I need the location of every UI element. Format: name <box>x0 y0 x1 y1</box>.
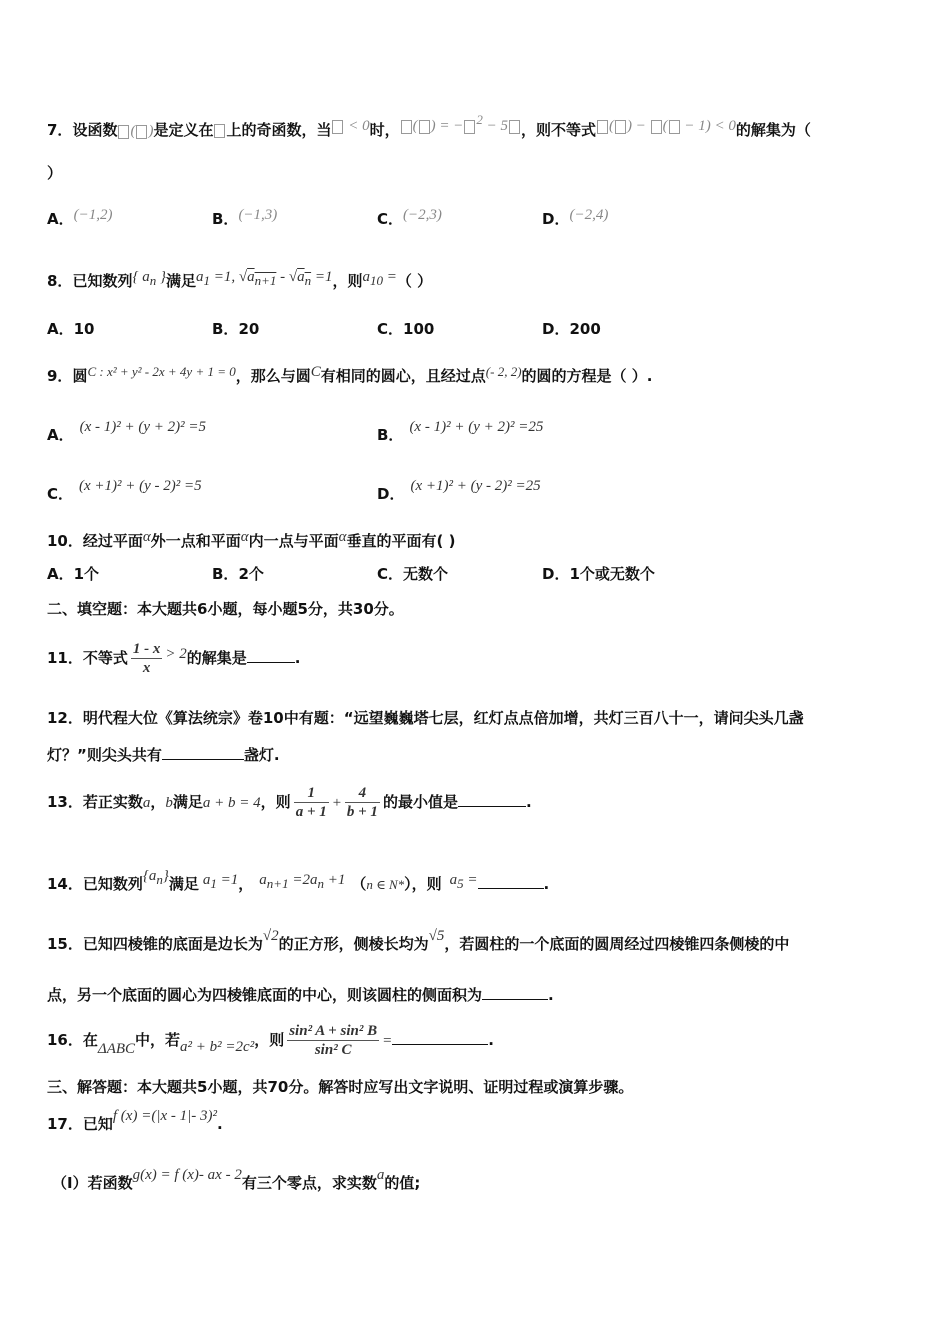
q11-stem: 11．不等式 $\frac{1 - x}{x}$ > 2的解集是 . <box>47 641 301 676</box>
q8-option-a[interactable]: A．10 <box>47 320 95 338</box>
q7-option-c[interactable]: C．(−2,3) <box>377 207 442 228</box>
q10-option-c[interactable]: C．无数个 <box>377 565 449 583</box>
q9-stem: 9．圆C : x² + y² - 2x + 4y + 1 = 0，那么与圆C有相同的圆心，且经过点(- 2, 2)的圆的方程是（ ）. <box>47 364 653 385</box>
q8-option-d[interactable]: D．200 <box>542 320 601 338</box>
q13-stem: 13．若正实数a，b满足a + b = 4，则 $\frac{1}{a + 1}$ + $\frac{4}{b + 1}$ 的最小值是 . <box>47 785 532 820</box>
q7-option-b[interactable]: B．(−1,3) <box>212 207 278 228</box>
q13-fraction-2: $\frac{4}{b + 1}$ <box>346 785 378 820</box>
q15-line2: 点，另一个底面的圆心为四棱锥底面的中心，则该圆柱的侧面积为 . <box>47 986 554 1004</box>
q12-answer-blank[interactable] <box>162 745 244 760</box>
q8-formula-recurrence: $a_1 =1$, $√a_{n+1} - √a_n =1$ <box>195 269 333 288</box>
q14-answer-blank[interactable] <box>478 874 544 889</box>
q7-formula-x-lt-0: < 0 <box>331 118 369 134</box>
q13-fraction-1: $\frac{1}{a + 1}$ <box>295 785 327 820</box>
q7-formula-f-of-x: ( ) <box>117 123 153 139</box>
q7-option-d[interactable]: D．(−2,4) <box>542 207 609 228</box>
q8-option-b[interactable]: B．20 <box>212 320 260 338</box>
q14-formula-recurrence: $a_{n+1} =2a_n +1$ <box>259 872 346 891</box>
q14-formula-a1: $a_1 =1$ <box>202 872 239 891</box>
q12-line2: 灯？”则尖头共有 盏灯. <box>47 746 280 764</box>
q17-stem: 17．已知f (x) =(|x - 1|- 3)². <box>47 1108 223 1133</box>
q10-option-a[interactable]: A．1个 <box>47 565 100 583</box>
q16-answer-blank[interactable] <box>392 1030 488 1045</box>
q7-formula-inequality: ( ) − ( − 1) < 0 <box>596 118 736 134</box>
q9-option-d[interactable]: D． (x +1)² + (y - 2)² =25 <box>377 478 541 503</box>
q8-formula-a10: $a_{10}$ = <box>362 269 397 288</box>
q9-option-a[interactable]: A． (x - 1)² + (y + 2)² =5 <box>47 419 207 444</box>
q16-stem: 16．在ΔABC中，若a² + b² =2c²，则 $\frac{\text{sin² A + sin² B}}{\text{sin² C}}$ = . <box>47 1023 494 1058</box>
q14-formula-a5: $a_5$ = <box>449 872 478 891</box>
q11-fraction: $\frac{1 - x}{x}$ <box>132 641 161 676</box>
q10-stem: 10．经过平面α外一点和平面α内一点与平面α垂直的平面有( ) <box>47 529 456 550</box>
q10-option-d[interactable]: D．1个或无数个 <box>542 565 655 583</box>
section-fill-in-heading: 二、填空题：本大题共6小题，每小题5分，共30分。 <box>47 600 404 618</box>
q7-option-a[interactable]: A．(−1,2) <box>47 207 113 228</box>
q14-formula-sequence: $\{a_n\}$ <box>142 868 169 887</box>
q9-formula-c: C <box>310 364 321 380</box>
section-solution-heading: 三、解答题：本大题共5小题，共70分。解答时应写出文字说明、证明过程或演算步骤。 <box>47 1078 634 1096</box>
q7-number: 7． <box>47 121 73 139</box>
q9-formula-circle: C : x² + y² - 2x + 4y + 1 = 0 <box>87 364 236 379</box>
q11-answer-blank[interactable] <box>247 648 295 663</box>
q9-option-c[interactable]: C． (x +1)² + (y - 2)² =5 <box>47 478 202 503</box>
q16-fraction: $\frac{\text{sin² A + sin² B}}{\text{sin² C}}$ <box>289 1023 378 1058</box>
q8-stem: 8．已知数列{ $a_n$ }满足$a_1 =1$, $√a_{n+1} - √a_n =1$，则$a_{10}$ =（ ） <box>47 269 433 290</box>
q7-stem: 7．设函数 ( )是定义在 上的奇函数，当 < 0时， ( ) = − $^2$ − 5 ，则不等式 ( ) − ( − 1) < 0的解集为（ <box>47 112 811 139</box>
q7-formula-definition: ( ) = − $^2$ − 5 <box>400 118 521 134</box>
q8-option-c[interactable]: C．100 <box>377 320 435 338</box>
q17-part-i: （I）若函数g(x) = f (x)- ax - 2有三个零点，求实数a的值; <box>52 1167 421 1192</box>
q12-line1: 12．明代程大位《算法统宗》卷10中有题：“远望巍巍塔七层，红灯点点倍加增，共灯三百八十一，请问尖头几盏 <box>47 709 804 727</box>
q7-stem-end: ） <box>47 164 63 182</box>
q15-answer-blank[interactable] <box>482 985 548 1000</box>
q9-option-b[interactable]: B． (x - 1)² + (y + 2)² =25 <box>377 419 544 444</box>
q14-stem: 14．已知数列$\{a_n\}$满足 $a_1 =1$， $a_{n+1} =2a_n +1$ （n ∈ N*），则 $a_5$ = . <box>47 868 550 893</box>
q15-line1: 15．已知四棱锥的底面是边长为√2的正方形，侧棱长均为√5，若圆柱的一个底面的圆周经过四棱锥四条侧棱的中 <box>47 928 790 953</box>
q9-formula-point: (- 2, 2) <box>485 364 522 379</box>
q8-formula-sequence: { $a_n$ } <box>132 269 166 288</box>
q13-answer-blank[interactable] <box>458 792 526 807</box>
q10-option-b[interactable]: B．2个 <box>212 565 264 583</box>
